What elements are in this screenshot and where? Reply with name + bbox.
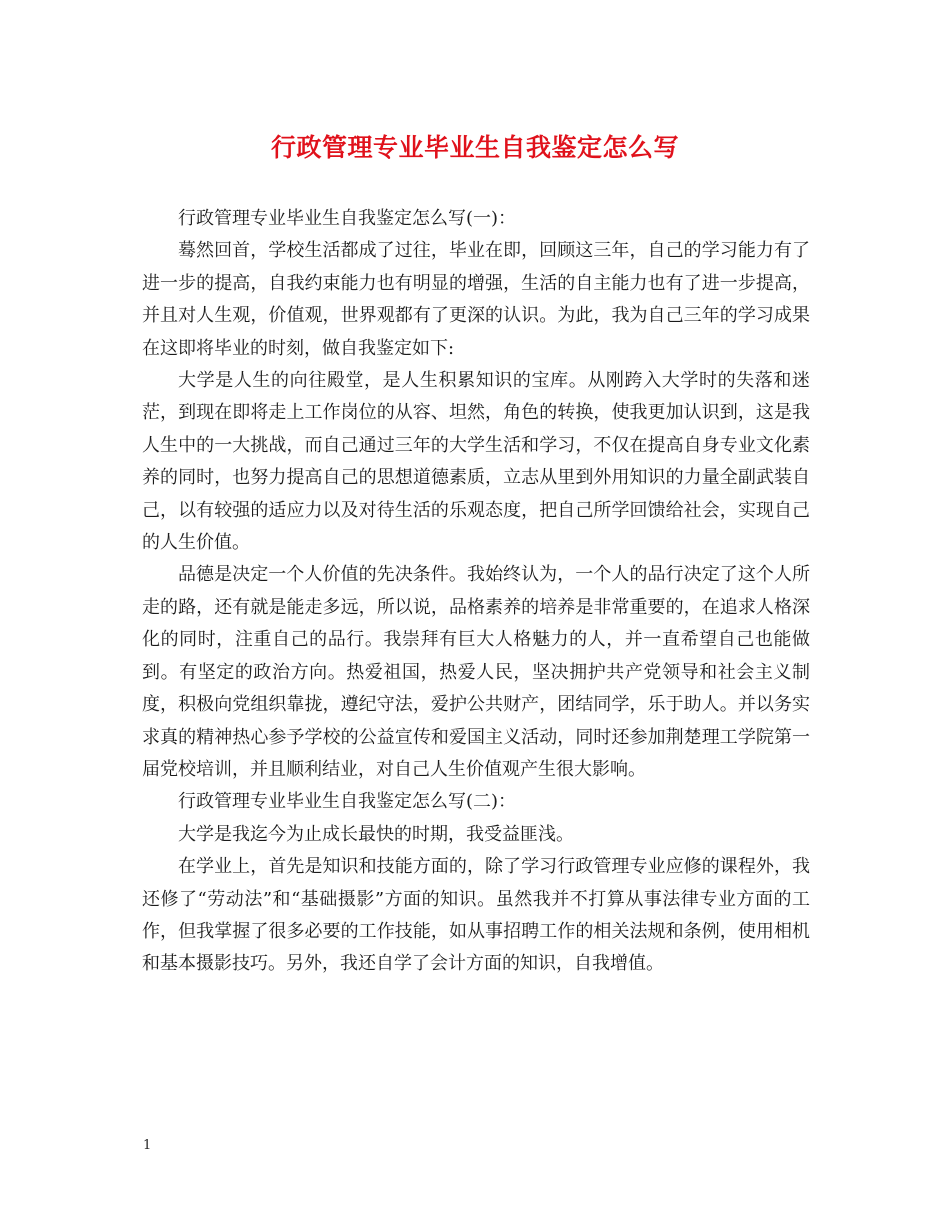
paragraph: 品德是决定一个人价值的先决条件。我始终认为，一个人的品行决定了这个人所走的路，还有就是能走多远，所以说，品格素养的培养是非常重要的，在追求人格深化的同时，注重自己的品行。我崇拜有巨大人格魅力的人，并一直希望自己也能做到。有坚定的政治方向。热爱祖国，热爱人民，坚决拥护共产党领导和社会主义制度，积极向党组织靠拢，遵纪守法，爱护公共财产，团结同学，乐于助人。并以务实求真的精神热心参予学校的公益宣传和爱国主义活动，同时还参加荆楚理工学院第一届党校培训，并且顺利结业，对自己人生价值观产生很大影响。 xyxy=(142,564,810,780)
paragraph: 在学业上，首先是知识和技能方面的，除了学习行政管理专业应修的课程外，我还修了“劳动法”和“基础摄影”方面的知识。虽然我并不打算从事法律专业方面的工作，但我掌握了很多必要的工作技能，如从事招聘工作的相关法规和条例，使用相机和基本摄影技巧。另外，我还自学了会计方面的知识，自我增值。 xyxy=(142,856,810,975)
page-number: 1 xyxy=(143,1138,152,1153)
document-title: 行政管理专业毕业生自我鉴定怎么写 xyxy=(270,133,679,162)
section-heading-1: 行政管理专业毕业生自我鉴定怎么写(一)： xyxy=(178,208,517,229)
document-body xyxy=(142,203,810,981)
section-heading-2: 行政管理专业毕业生自我鉴定怎么写(二)： xyxy=(178,791,517,813)
paragraph: 大学是人生的向往殿堂，是人生积累知识的宝库。从刚跨入大学时的失落和迷茫，到现在即将走上工作岗位的从容、坦然，角色的转换，使我更加认识到，这是我人生中的一大挑战，而自己通过三年的大学生活和学习，不仅在提高自身专业文化素养的同时，也努力提高自己的思想道德素质，立志从里到外用知识的力量全副武装自己，以有较强的适应力以及对待生活的乐观态度，把自己所学回馈给社会，实现自己的人生价值。 xyxy=(142,370,810,554)
paragraph: 蓦然回首，学校生活都成了过往，毕业在即，回顾这三年，自己的学习能力有了进一步的提高，自我约束能力也有明显的增强，生活的自主能力也有了进一步提高，并且对人生观，价值观，世界观都有了更深的认识。为此，我为自己三年的学习成果在这即将毕业的时刻，做自我鉴定如下: xyxy=(142,240,810,359)
paragraph: 大学是我迄今为止成长最快的时期，我受益匪浅。 xyxy=(178,823,574,845)
